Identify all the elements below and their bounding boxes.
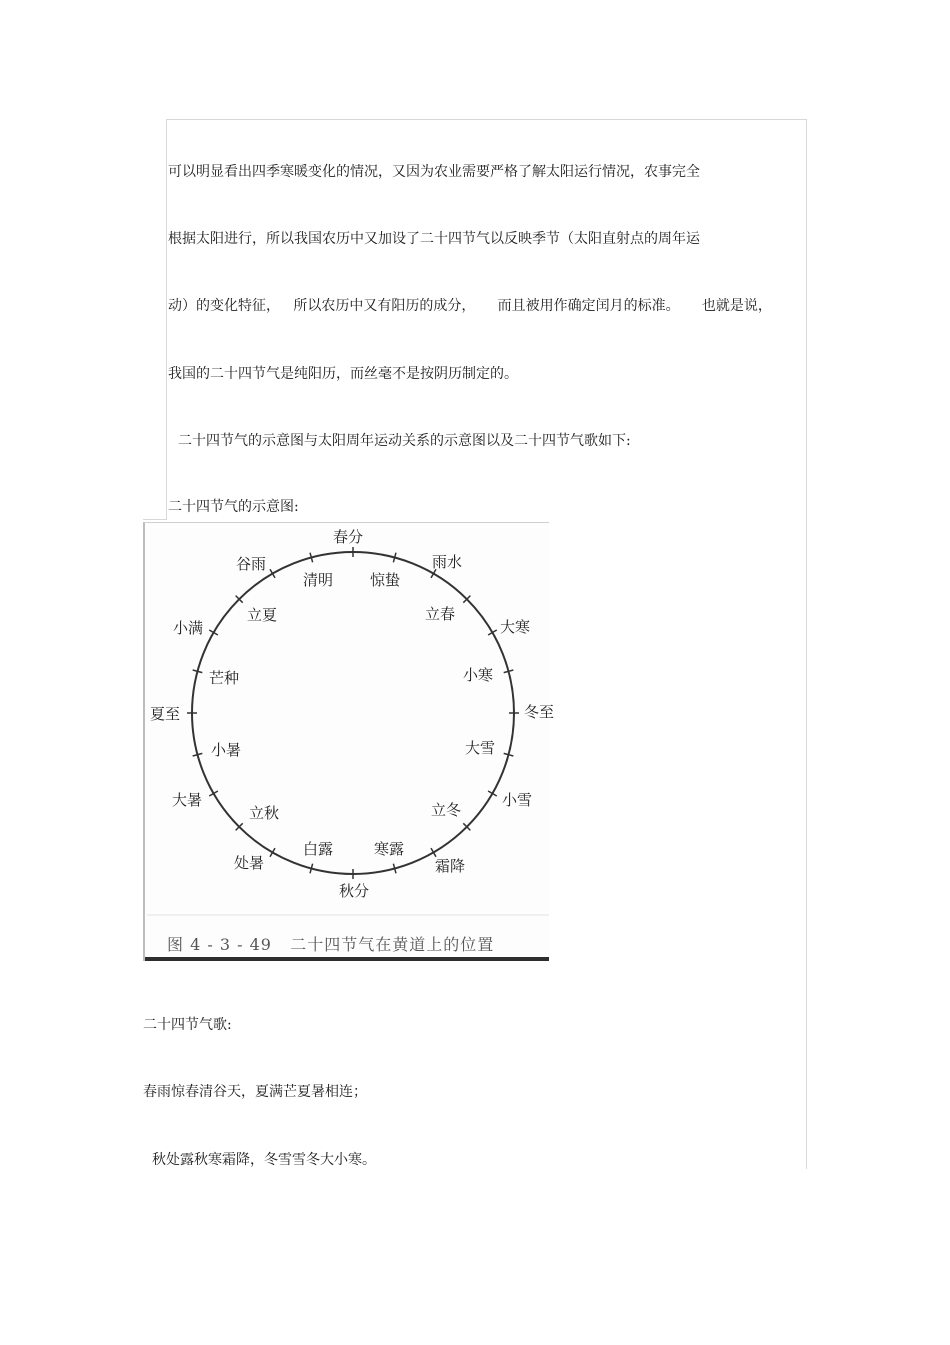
solar-terms-diagram-svg — [145, 523, 555, 961]
paragraph-line-2: 根据太阳进行，所以我国农历中又加设了二十四节气以反映季节（太阳直射点的周年运 — [168, 231, 700, 247]
paragraph-line-3: 动）的变化特征， 所以农历中又有阳历的成分， 而且被用作确定闰月的标准。 也就是说， — [168, 298, 772, 314]
term-daxue: 大雪 — [465, 739, 496, 757]
term-liqiu: 立秋 — [249, 804, 280, 822]
solar-terms-diagram — [143, 522, 555, 961]
term-mangzhong: 芒种 — [209, 669, 240, 687]
term-qiufen: 秋分 — [339, 882, 370, 900]
term-xiaoman: 小满 — [173, 619, 204, 637]
term-xiaoshu: 小暑 — [211, 741, 242, 759]
frame-line-left — [166, 119, 167, 519]
term-qingming: 清明 — [303, 571, 334, 589]
term-xiazhi: 夏至 — [150, 705, 181, 723]
frame-line-top — [166, 119, 807, 120]
inner-labels — [209, 571, 495, 858]
term-guyu: 谷雨 — [236, 555, 267, 573]
paragraph-line-4: 我国的二十四节气是纯阳历，而丝毫不是按阴历制定的。 — [168, 366, 518, 382]
term-lidong: 立冬 — [431, 801, 462, 819]
term-dashu: 大暑 — [172, 791, 203, 809]
term-lixia: 立夏 — [247, 606, 278, 624]
frame-line-left-lower — [143, 519, 167, 520]
song-heading: 二十四节气歌: — [143, 1017, 232, 1033]
song-line-2: 秋处露秋寒霜降，冬雪雪冬大小寒。 — [152, 1152, 376, 1168]
outer-labels — [150, 528, 554, 900]
term-hanlu: 寒露 — [374, 840, 405, 858]
figure-bottom-bar — [145, 957, 549, 961]
term-dongzhi: 冬至 — [524, 703, 555, 721]
figure-caption: 图 4 - 3 - 49 二十四节气在黄道上的位置 — [167, 935, 495, 954]
term-yushui: 雨水 — [432, 553, 463, 571]
term-xiaoxue: 小雪 — [502, 791, 533, 809]
term-dahan: 大寒 — [500, 618, 531, 636]
frame-line-right — [806, 119, 807, 1169]
term-shuangjiang: 霜降 — [435, 857, 466, 875]
intro-line: 二十四节气的示意图与太阳周年运动关系的示意图以及二十四节气歌如下: — [178, 433, 631, 449]
tick-marks — [187, 547, 519, 879]
term-lichun: 立春 — [425, 605, 456, 623]
term-chunfen: 春分 — [333, 528, 364, 546]
paragraph-line-1: 可以明显看出四季寒暖变化的情况，又因为农业需要严格了解太阳运行情况，农事完全 — [168, 164, 700, 180]
term-chushu: 处暑 — [234, 854, 265, 872]
term-xiaohan: 小寒 — [463, 666, 494, 684]
term-bailu: 白露 — [303, 840, 334, 858]
term-jingzhe: 惊蛰 — [370, 571, 401, 589]
diagram-heading: 二十四节气的示意图: — [168, 499, 299, 515]
song-line-1: 春雨惊春清谷天，夏满芒夏暑相连； — [143, 1084, 367, 1100]
